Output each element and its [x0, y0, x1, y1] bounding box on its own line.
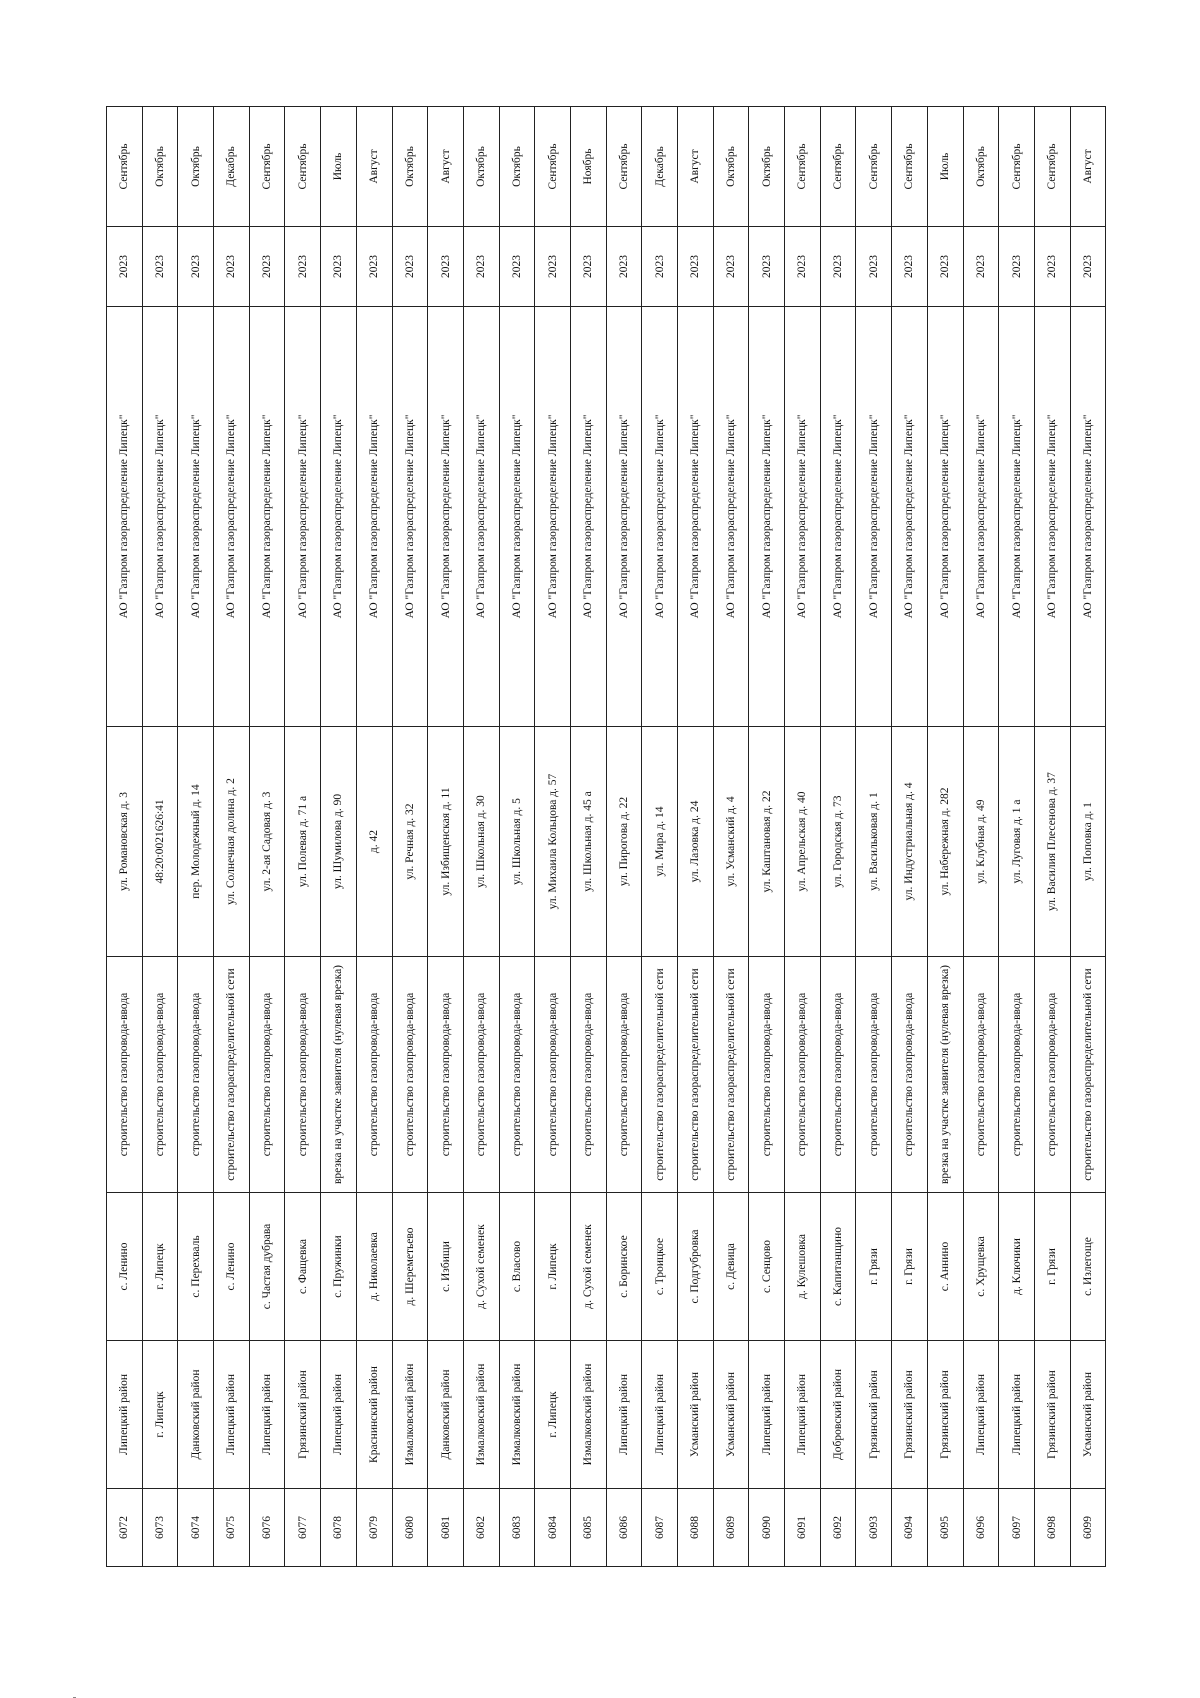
- table-row: [499, 107, 535, 1567]
- table-row: [214, 107, 250, 1567]
- table-row: [142, 107, 178, 1567]
- row-number: 6080: [392, 1489, 428, 1567]
- district-cell: Грязинский район: [285, 1341, 321, 1489]
- work-type-cell: строительство газораспределительной сети: [713, 957, 749, 1193]
- table-body: [107, 107, 1106, 1567]
- address-cell: ул. Романовская д. 3: [107, 727, 143, 957]
- address-cell: ул. Каштановая д. 22: [749, 727, 785, 957]
- address-cell: ул. Апрельская д. 40: [785, 727, 821, 957]
- row-number: 6072: [107, 1489, 143, 1567]
- locality-cell: с. Перехваль: [178, 1193, 214, 1341]
- district-cell: г. Липецк: [535, 1341, 571, 1489]
- table-row: [249, 107, 285, 1567]
- table-row: [392, 107, 428, 1567]
- year-cell: 2023: [392, 227, 428, 307]
- year-cell: 2023: [535, 227, 571, 307]
- locality-cell: с. Ленино: [107, 1193, 143, 1341]
- row-number: 6079: [356, 1489, 392, 1567]
- district-cell: Липецкий район: [642, 1341, 678, 1489]
- district-cell: Измалковский район: [463, 1341, 499, 1489]
- row-number: 6077: [285, 1489, 321, 1567]
- month-cell: Октябрь: [463, 107, 499, 227]
- locality-cell: с. Сенцово: [749, 1193, 785, 1341]
- month-cell: Сентябрь: [606, 107, 642, 227]
- locality-cell: с. Ленино: [214, 1193, 250, 1341]
- address-cell: ул. Полевая д. 71 а: [285, 727, 321, 957]
- table-row: [999, 107, 1035, 1567]
- address-cell: ул. Индустриальная д. 4: [892, 727, 928, 957]
- district-cell: Данковский район: [428, 1341, 464, 1489]
- row-number: 6081: [428, 1489, 464, 1567]
- organization-cell: АО "Газпром газораспределение Липецк": [749, 307, 785, 727]
- month-cell: Сентябрь: [535, 107, 571, 227]
- work-type-cell: строительство газопровода-ввода: [749, 957, 785, 1193]
- organization-cell: АО "Газпром газораспределение Липецк": [713, 307, 749, 727]
- row-number: 6099: [1070, 1489, 1106, 1567]
- organization-cell: АО "Газпром газораспределение Липецк": [678, 307, 714, 727]
- address-cell: ул. Школьная д. 5: [499, 727, 535, 957]
- row-number: 6084: [535, 1489, 571, 1567]
- work-type-cell: строительство газораспределительной сети: [678, 957, 714, 1193]
- district-cell: Измалковский район: [392, 1341, 428, 1489]
- table-row: [678, 107, 714, 1567]
- organization-cell: АО "Газпром газораспределение Липецк": [356, 307, 392, 727]
- work-type-cell: строительство газопровода-ввода: [392, 957, 428, 1193]
- address-cell: ул. Городская д. 73: [820, 727, 856, 957]
- organization-cell: АО "Газпром газораспределение Липецк": [463, 307, 499, 727]
- year-cell: 2023: [749, 227, 785, 307]
- year-cell: 2023: [142, 227, 178, 307]
- year-cell: 2023: [999, 227, 1035, 307]
- year-cell: 2023: [820, 227, 856, 307]
- district-cell: Усманский район: [1070, 1341, 1106, 1489]
- locality-cell: д. Николаевка: [356, 1193, 392, 1341]
- locality-cell: г. Грязи: [1034, 1193, 1070, 1341]
- organization-cell: АО "Газпром газораспределение Липецк": [820, 307, 856, 727]
- address-cell: ул. Набережная д. 282: [927, 727, 963, 957]
- address-cell: д. 42: [356, 727, 392, 957]
- table-row: [285, 107, 321, 1567]
- month-cell: Декабрь: [214, 107, 250, 227]
- table-row: [535, 107, 571, 1567]
- locality-cell: с. Власово: [499, 1193, 535, 1341]
- row-number: 6083: [499, 1489, 535, 1567]
- month-cell: Сентябрь: [785, 107, 821, 227]
- work-type-cell: строительство газопровода-ввода: [107, 957, 143, 1193]
- month-cell: Сентябрь: [107, 107, 143, 227]
- year-cell: 2023: [428, 227, 464, 307]
- locality-cell: с. Фащевка: [285, 1193, 321, 1341]
- work-type-cell: строительство газопровода-ввода: [535, 957, 571, 1193]
- district-cell: Липецкий район: [999, 1341, 1035, 1489]
- row-number: 6097: [999, 1489, 1035, 1567]
- month-cell: Сентябрь: [892, 107, 928, 227]
- row-number: 6088: [678, 1489, 714, 1567]
- district-cell: Липецкий район: [107, 1341, 143, 1489]
- row-number: 6096: [963, 1489, 999, 1567]
- table-row: [892, 107, 928, 1567]
- work-type-cell: строительство газопровода-ввода: [963, 957, 999, 1193]
- work-type-cell: строительство газопровода-ввода: [428, 957, 464, 1193]
- table-row: [927, 107, 963, 1567]
- organization-cell: АО "Газпром газораспределение Липецк": [428, 307, 464, 727]
- address-cell: ул. Солнечная долина д. 2: [214, 727, 250, 957]
- month-cell: Ноябрь: [570, 107, 606, 227]
- organization-cell: АО "Газпром газораспределение Липецк": [999, 307, 1035, 727]
- district-cell: Липецкий район: [214, 1341, 250, 1489]
- table-row: [856, 107, 892, 1567]
- locality-cell: г. Грязи: [856, 1193, 892, 1341]
- row-number: 6086: [606, 1489, 642, 1567]
- work-type-cell: строительство газораспределительной сети: [642, 957, 678, 1193]
- district-cell: Липецкий район: [606, 1341, 642, 1489]
- month-cell: Сентябрь: [820, 107, 856, 227]
- row-number: 6087: [642, 1489, 678, 1567]
- year-cell: 2023: [606, 227, 642, 307]
- month-cell: Сентябрь: [1034, 107, 1070, 227]
- locality-cell: г. Грязи: [892, 1193, 928, 1341]
- work-type-cell: строительство газопровода-ввода: [178, 957, 214, 1193]
- address-cell: ул. Усманский д. 4: [713, 727, 749, 957]
- organization-cell: АО "Газпром газораспределение Липецк": [927, 307, 963, 727]
- address-cell: ул. Клубная д. 49: [963, 727, 999, 957]
- organization-cell: АО "Газпром газораспределение Липецк": [142, 307, 178, 727]
- table-row: [963, 107, 999, 1567]
- address-cell: 48:20:0021626:41: [142, 727, 178, 957]
- month-cell: Сентябрь: [285, 107, 321, 227]
- organization-cell: АО "Газпром газораспределение Липецк": [321, 307, 357, 727]
- locality-cell: с. Девица: [713, 1193, 749, 1341]
- locality-cell: г. Липецк: [535, 1193, 571, 1341]
- address-cell: ул. Пирогова д. 22: [606, 727, 642, 957]
- year-cell: 2023: [678, 227, 714, 307]
- district-cell: Липецкий район: [785, 1341, 821, 1489]
- year-cell: 2023: [249, 227, 285, 307]
- organization-cell: АО "Газпром газораспределение Липецк": [570, 307, 606, 727]
- work-type-cell: строительство газораспределительной сети: [1070, 957, 1106, 1193]
- organization-cell: АО "Газпром газораспределение Липецк": [214, 307, 250, 727]
- month-cell: Август: [678, 107, 714, 227]
- work-type-cell: строительство газопровода-ввода: [1034, 957, 1070, 1193]
- work-type-cell: врезка на участке заявителя (нулевая врезка): [321, 957, 357, 1193]
- locality-cell: с. Боринское: [606, 1193, 642, 1341]
- district-cell: Добровский район: [820, 1341, 856, 1489]
- locality-cell: с. Избищи: [428, 1193, 464, 1341]
- work-type-cell: строительство газопровода-ввода: [463, 957, 499, 1193]
- locality-cell: с. Частая дубрава: [249, 1193, 285, 1341]
- row-number: 6089: [713, 1489, 749, 1567]
- district-cell: Данковский район: [178, 1341, 214, 1489]
- address-cell: ул. Васильковая д. 1: [856, 727, 892, 957]
- row-number: 6074: [178, 1489, 214, 1567]
- address-cell: ул. Шумилова д. 90: [321, 727, 357, 957]
- year-cell: 2023: [927, 227, 963, 307]
- table-row: [570, 107, 606, 1567]
- work-type-cell: строительство газопровода-ввода: [820, 957, 856, 1193]
- year-cell: 2023: [1070, 227, 1106, 307]
- organization-cell: АО "Газпром газораспределение Липецк": [856, 307, 892, 727]
- table-row: [107, 107, 143, 1567]
- row-number: 6082: [463, 1489, 499, 1567]
- row-number: 6073: [142, 1489, 178, 1567]
- month-cell: Сентябрь: [999, 107, 1035, 227]
- district-cell: Грязинский район: [856, 1341, 892, 1489]
- district-cell: Усманский район: [678, 1341, 714, 1489]
- address-cell: ул. Михаила Кольцова д. 57: [535, 727, 571, 957]
- address-cell: ул. Василия Плесенова д. 37: [1034, 727, 1070, 957]
- address-cell: ул. Речная д. 32: [392, 727, 428, 957]
- organization-cell: АО "Газпром газораспределение Липецк": [963, 307, 999, 727]
- row-number: 6092: [820, 1489, 856, 1567]
- table-row: [356, 107, 392, 1567]
- rotated-page: [106, 107, 1106, 1567]
- row-number: 6093: [856, 1489, 892, 1567]
- organization-cell: АО "Газпром газораспределение Липецк": [1034, 307, 1070, 727]
- locality-cell: с. Троицкое: [642, 1193, 678, 1341]
- year-cell: 2023: [570, 227, 606, 307]
- locality-cell: с. Пружинки: [321, 1193, 357, 1341]
- work-type-cell: строительство газопровода-ввода: [785, 957, 821, 1193]
- work-type-cell: строительство газораспределительной сети: [214, 957, 250, 1193]
- district-cell: Измалковский район: [499, 1341, 535, 1489]
- district-cell: Липецкий район: [963, 1341, 999, 1489]
- table-row: [642, 107, 678, 1567]
- year-cell: 2023: [892, 227, 928, 307]
- year-cell: 2023: [713, 227, 749, 307]
- locality-cell: д. Шереметьево: [392, 1193, 428, 1341]
- month-cell: Сентябрь: [249, 107, 285, 227]
- organization-cell: АО "Газпром газораспределение Липецк": [499, 307, 535, 727]
- address-cell: ул. Мира д. 14: [642, 727, 678, 957]
- district-cell: г. Липецк: [142, 1341, 178, 1489]
- district-cell: Грязинский район: [927, 1341, 963, 1489]
- month-cell: Сентябрь: [856, 107, 892, 227]
- locality-cell: д. Сухой семенек: [463, 1193, 499, 1341]
- district-cell: Усманский район: [713, 1341, 749, 1489]
- year-cell: 2023: [785, 227, 821, 307]
- year-cell: 2023: [178, 227, 214, 307]
- work-type-cell: строительство газопровода-ввода: [892, 957, 928, 1193]
- month-cell: Октябрь: [392, 107, 428, 227]
- locality-cell: с. Подгубровка: [678, 1193, 714, 1341]
- district-cell: Грязинский район: [892, 1341, 928, 1489]
- work-type-cell: строительство газопровода-ввода: [285, 957, 321, 1193]
- address-cell: ул. Школьная д. 30: [463, 727, 499, 957]
- row-number: 6090: [749, 1489, 785, 1567]
- organization-cell: АО "Газпром газораспределение Липецк": [642, 307, 678, 727]
- month-cell: Июль: [321, 107, 357, 227]
- month-cell: Июль: [927, 107, 963, 227]
- table-row: [749, 107, 785, 1567]
- district-cell: Липецкий район: [749, 1341, 785, 1489]
- table-row: [820, 107, 856, 1567]
- district-cell: Краснинский район: [356, 1341, 392, 1489]
- address-cell: ул. Школьная д. 45 а: [570, 727, 606, 957]
- table-row: [428, 107, 464, 1567]
- year-cell: 2023: [499, 227, 535, 307]
- address-cell: ул. Избищенская д. 11: [428, 727, 464, 957]
- address-cell: ул. Луговая д. 1 а: [999, 727, 1035, 957]
- address-cell: ул. 2-ая Садовая д. 3: [249, 727, 285, 957]
- address-cell: ул. Лазовка д. 24: [678, 727, 714, 957]
- row-number: 6091: [785, 1489, 821, 1567]
- month-cell: Октябрь: [178, 107, 214, 227]
- locality-cell: д. Кулешовка: [785, 1193, 821, 1341]
- row-number: 6094: [892, 1489, 928, 1567]
- row-number: 6076: [249, 1489, 285, 1567]
- table-row: [178, 107, 214, 1567]
- organization-cell: АО "Газпром газораспределение Липецк": [249, 307, 285, 727]
- work-type-cell: строительство газопровода-ввода: [499, 957, 535, 1193]
- locality-cell: д. Сухой семенек: [570, 1193, 606, 1341]
- organization-cell: АО "Газпром газораспределение Липецк": [107, 307, 143, 727]
- year-cell: 2023: [856, 227, 892, 307]
- organization-cell: АО "Газпром газораспределение Липецк": [178, 307, 214, 727]
- year-cell: 2023: [463, 227, 499, 307]
- locality-cell: д. Ключики: [999, 1193, 1035, 1341]
- address-cell: пер. Молодежный д. 14: [178, 727, 214, 957]
- month-cell: Октябрь: [142, 107, 178, 227]
- work-type-cell: строительство газопровода-ввода: [249, 957, 285, 1193]
- row-number: 6098: [1034, 1489, 1070, 1567]
- month-cell: Декабрь: [642, 107, 678, 227]
- organization-cell: АО "Газпром газораспределение Липецк": [535, 307, 571, 727]
- locality-cell: г. Липецк: [142, 1193, 178, 1341]
- year-cell: 2023: [321, 227, 357, 307]
- month-cell: Август: [356, 107, 392, 227]
- district-cell: Грязинский район: [1034, 1341, 1070, 1489]
- organization-cell: АО "Газпром газораспределение Липецк": [892, 307, 928, 727]
- address-cell: ул. Поповка д. 1: [1070, 727, 1106, 957]
- work-type-cell: врезка на участке заявителя (нулевая врезка): [927, 957, 963, 1193]
- table-row: [785, 107, 821, 1567]
- month-cell: Август: [1070, 107, 1106, 227]
- locality-cell: с. Излегоще: [1070, 1193, 1106, 1341]
- month-cell: Октябрь: [713, 107, 749, 227]
- district-cell: Липецкий район: [249, 1341, 285, 1489]
- organization-cell: АО "Газпром газораспределение Липецк": [285, 307, 321, 727]
- year-cell: 2023: [107, 227, 143, 307]
- year-cell: 2023: [285, 227, 321, 307]
- row-number: 6078: [321, 1489, 357, 1567]
- table-row: [713, 107, 749, 1567]
- work-type-cell: строительство газопровода-ввода: [142, 957, 178, 1193]
- year-cell: 2023: [1034, 227, 1070, 307]
- month-cell: Октябрь: [963, 107, 999, 227]
- table-row: [1070, 107, 1106, 1567]
- organization-cell: АО "Газпром газораспределение Липецк": [785, 307, 821, 727]
- year-cell: 2023: [214, 227, 250, 307]
- work-type-cell: строительство газопровода-ввода: [606, 957, 642, 1193]
- year-cell: 2023: [356, 227, 392, 307]
- work-type-cell: строительство газопровода-ввода: [856, 957, 892, 1193]
- organization-cell: АО "Газпром газораспределение Липецк": [606, 307, 642, 727]
- locality-cell: с. Аннино: [927, 1193, 963, 1341]
- gasification-table: [106, 106, 1106, 1567]
- work-type-cell: строительство газопровода-ввода: [356, 957, 392, 1193]
- row-number: 6095: [927, 1489, 963, 1567]
- month-cell: Август: [428, 107, 464, 227]
- organization-cell: АО "Газпром газораспределение Липецк": [1070, 307, 1106, 727]
- locality-cell: с. Хрущевка: [963, 1193, 999, 1341]
- district-cell: Измалковский район: [570, 1341, 606, 1489]
- table-row: [606, 107, 642, 1567]
- row-number: 6085: [570, 1489, 606, 1567]
- year-cell: 2023: [963, 227, 999, 307]
- work-type-cell: строительство газопровода-ввода: [570, 957, 606, 1193]
- month-cell: Октябрь: [749, 107, 785, 227]
- month-cell: Октябрь: [499, 107, 535, 227]
- district-cell: Липецкий район: [321, 1341, 357, 1489]
- table-row: [1034, 107, 1070, 1567]
- year-cell: 2023: [642, 227, 678, 307]
- work-type-cell: строительство газопровода-ввода: [999, 957, 1035, 1193]
- locality-cell: с. Капитанщино: [820, 1193, 856, 1341]
- organization-cell: АО "Газпром газораспределение Липецк": [392, 307, 428, 727]
- table-row: [463, 107, 499, 1567]
- table-row: [321, 107, 357, 1567]
- row-number: 6075: [214, 1489, 250, 1567]
